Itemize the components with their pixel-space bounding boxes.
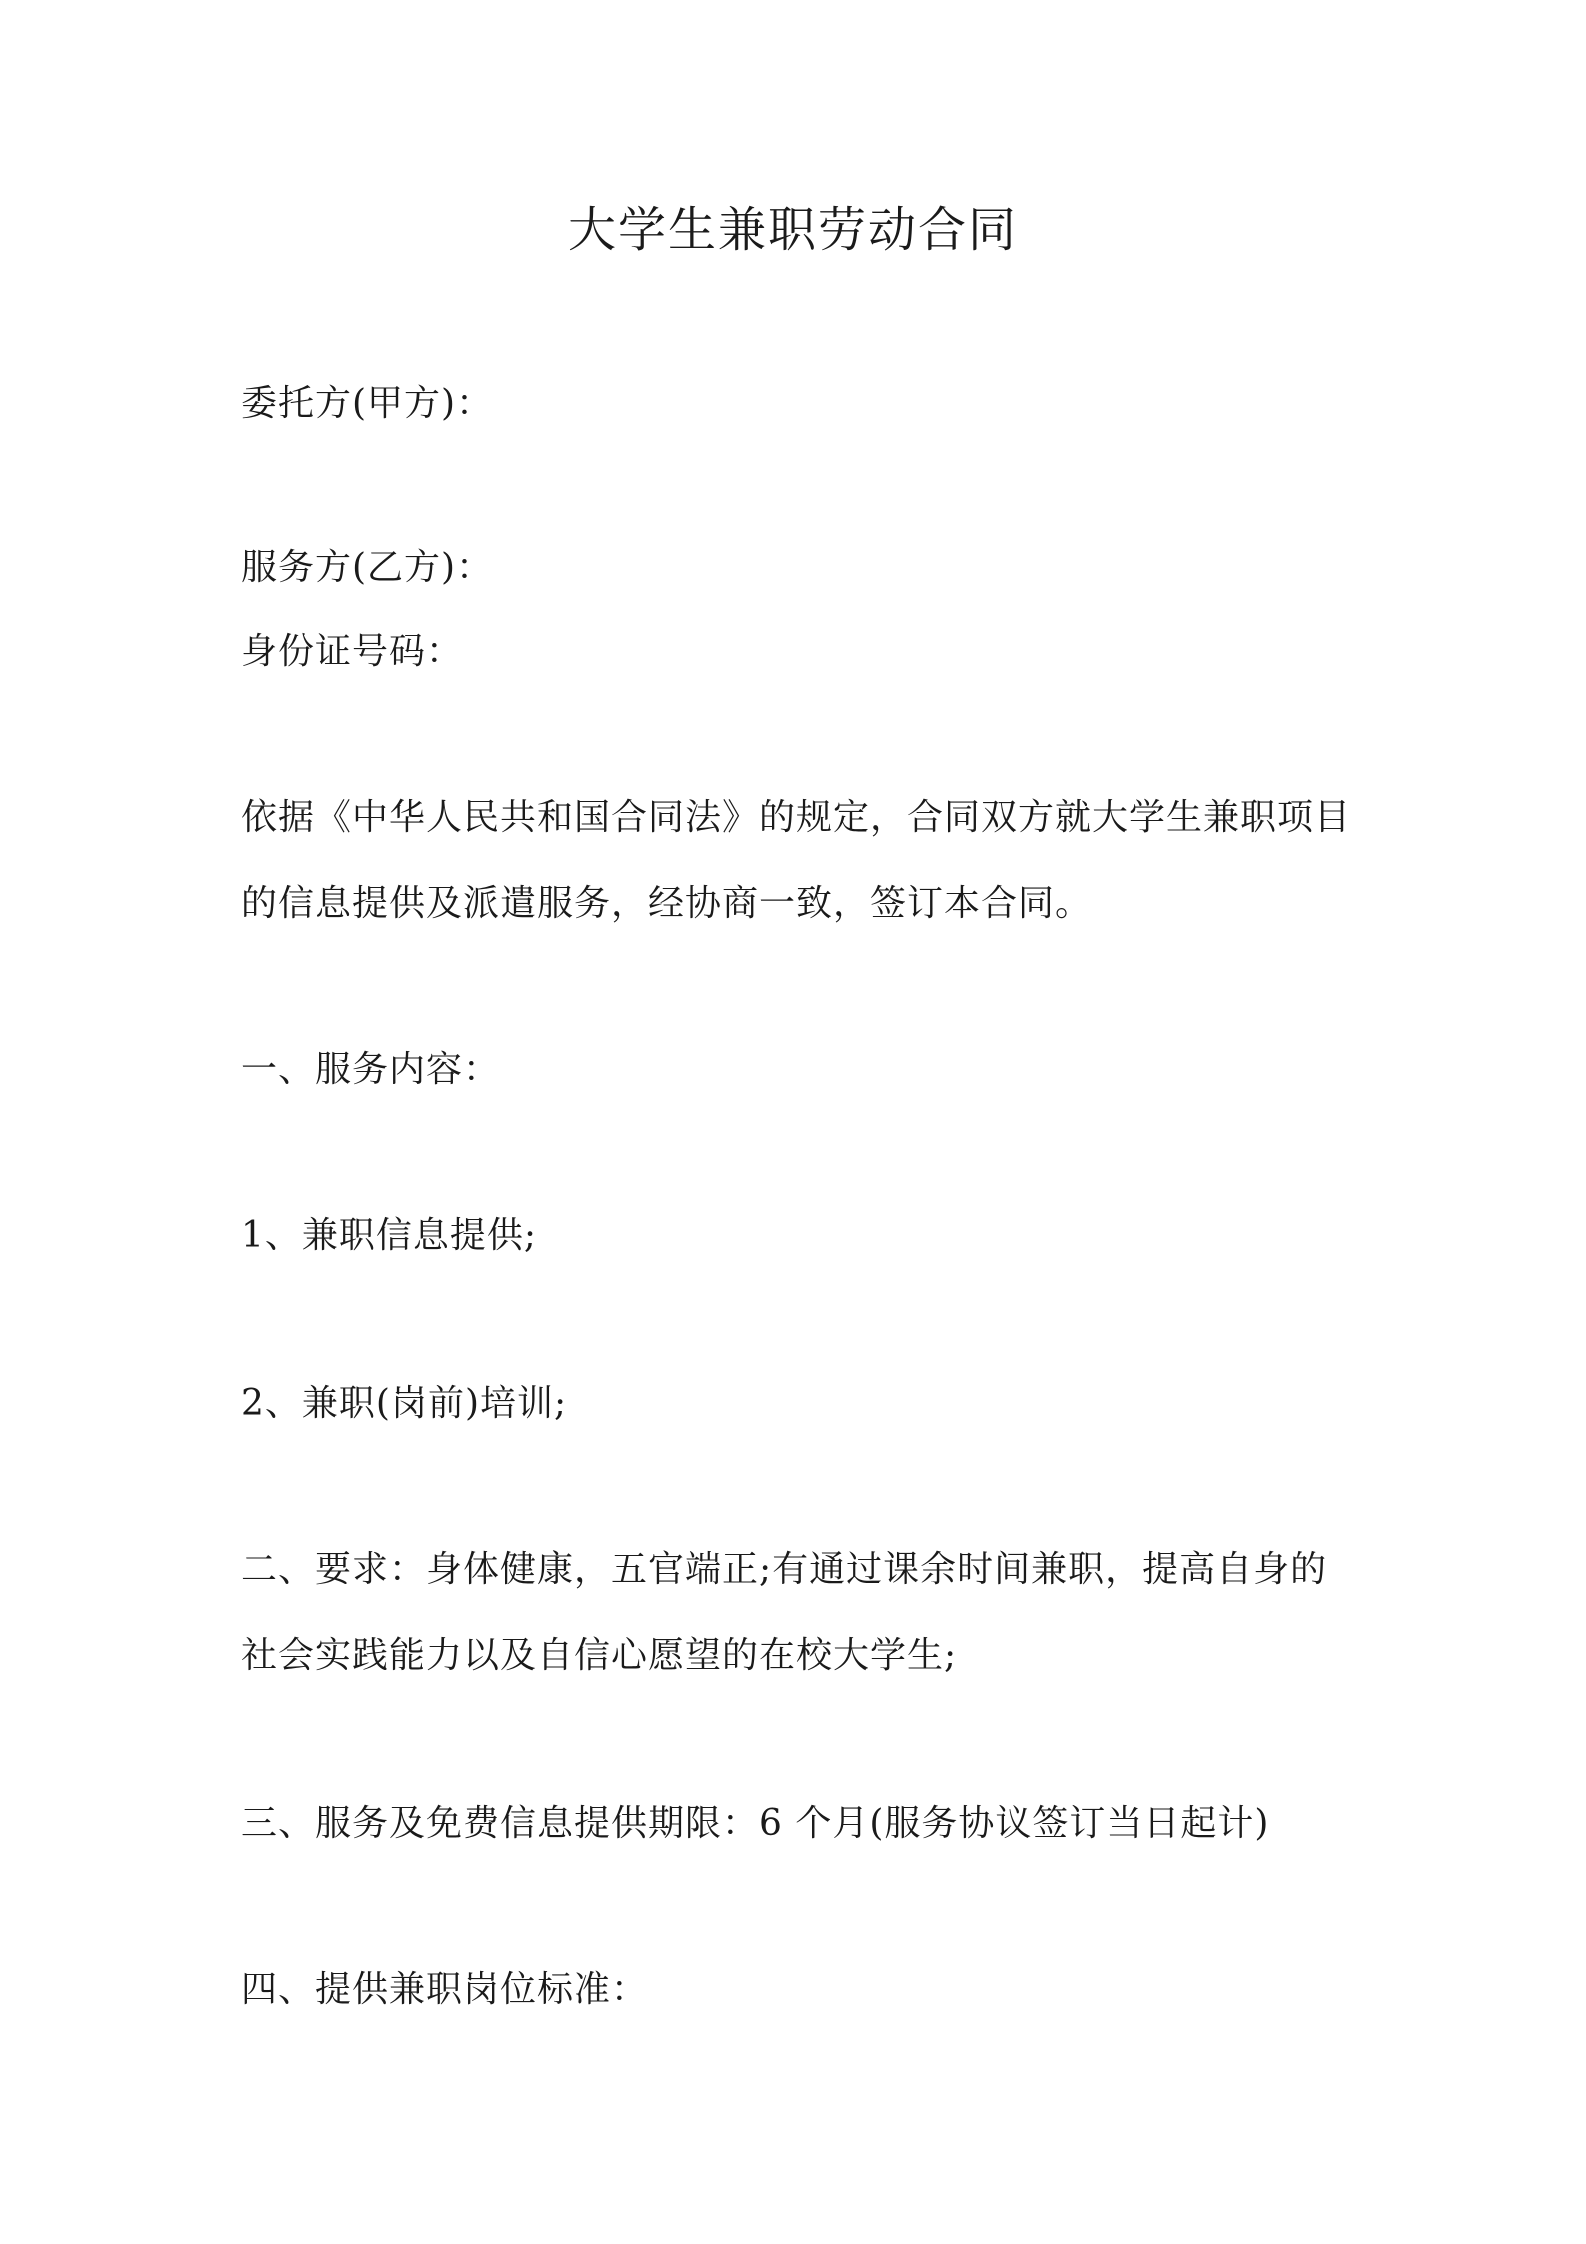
party-b-label: 服务方(乙方)：	[241, 547, 494, 588]
party-a-label: 委托方(甲方)：	[241, 383, 494, 424]
preamble-line-2: 的信息提供及派遣服务，经协商一致，签订本合同。	[241, 883, 1093, 924]
section-1-heading: 一、服务内容：	[241, 1049, 501, 1090]
section-2-line-1: 二、要求：身体健康，五官端正;有通过课余时间兼职，提高自身的	[241, 1549, 1328, 1590]
section-2-line-2: 社会实践能力以及自信心愿望的在校大学生;	[241, 1635, 958, 1676]
section-1-item-1: 1、兼职信息提供;	[241, 1215, 538, 1256]
id-number-label: 身份证号码：	[241, 631, 464, 672]
section-3: 三、服务及免费信息提供期限：6 个月(服务协议签订当日起计)	[241, 1803, 1270, 1844]
document-title: 大学生兼职劳动合同	[567, 202, 1018, 258]
section-4-heading: 四、提供兼职岗位标准：	[241, 1969, 649, 2010]
section-1-item-2: 2、兼职(岗前)培训;	[241, 1383, 568, 1424]
preamble-line-1: 依据《中华人民共和国合同法》的规定，合同双方就大学生兼职项目	[241, 797, 1352, 838]
